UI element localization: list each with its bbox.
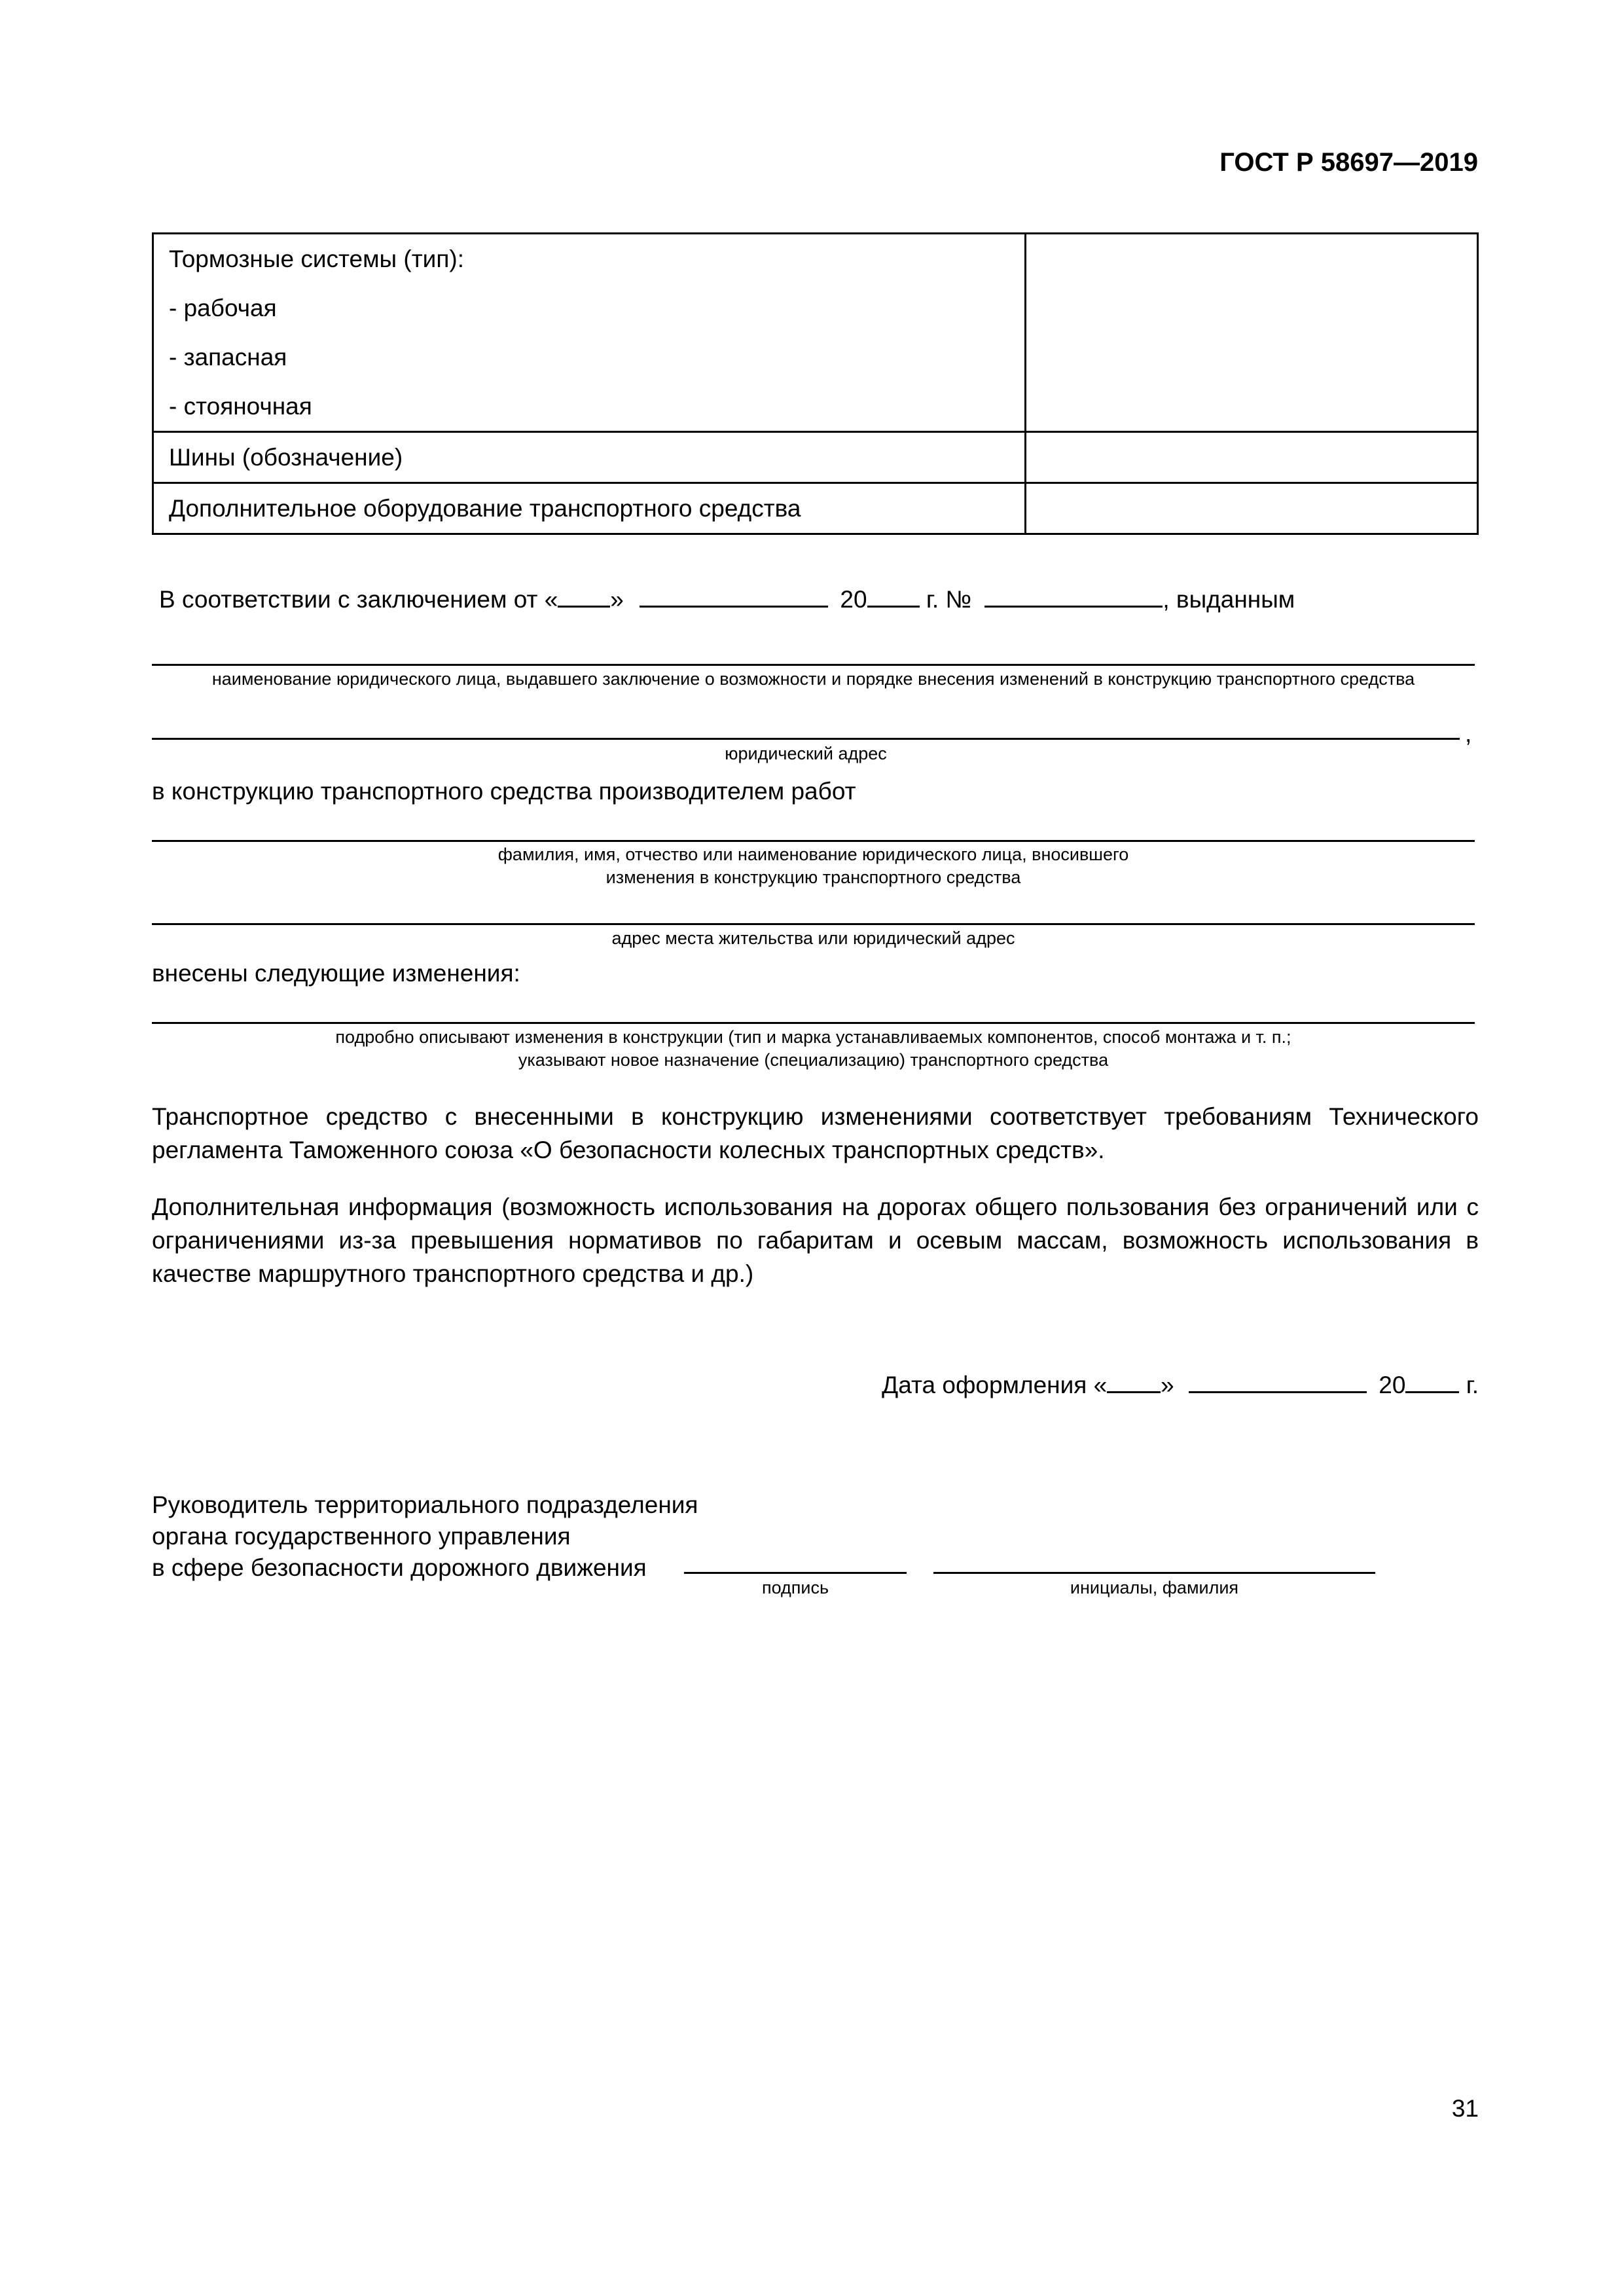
initials-caption: инициалы, фамилия: [1070, 1578, 1239, 1597]
extra-equipment-label: Дополнительное оборудование транспортного средства: [169, 495, 801, 522]
issuer-name-caption: наименование юридического лица, выдавшего заключение о возможности и порядке внесения изменений в конструкцию транспортного средства: [211, 669, 1415, 689]
date-quote-close: »: [1161, 1372, 1174, 1398]
producer-intro: в конструкцию транспортного средства производителем работ: [152, 778, 856, 805]
date-month-blank: [1189, 1372, 1367, 1393]
signature-caption: подпись: [761, 1578, 829, 1597]
conclusion-issued: , выданным: [1163, 586, 1295, 613]
producer-caption-2: изменения в конструкцию транспортного средства: [605, 867, 1021, 887]
signature-line: [684, 1572, 907, 1574]
brake-systems-title: Тормозные системы (тип):: [169, 246, 464, 272]
tires-label: Шины (обозначение): [169, 444, 403, 471]
page-number: 31: [1451, 2095, 1479, 2122]
signatory-line-1: Руководитель территориального подразделения: [152, 1491, 698, 1518]
changes-caption-1: подробно описывают изменения в конструкции (тип и марка устанавливаемых компонентов, способ монтажа и т. п.;: [335, 1027, 1291, 1047]
number-blank: [984, 586, 1163, 608]
month-blank: [640, 586, 828, 608]
conclusion-line: [159, 586, 1295, 613]
date-year-prefix: 20: [1379, 1372, 1406, 1398]
brake-spare: - запасная: [169, 344, 287, 371]
address-line: [152, 923, 1475, 925]
producer-caption-1: фамилия, имя, отчество или наименование юридического лица, вносившего: [497, 845, 1129, 864]
issuer-name-line: [152, 664, 1475, 666]
changes-line: [152, 1022, 1475, 1024]
date-year-blank: [1405, 1372, 1459, 1393]
brake-systems-value: [1026, 234, 1478, 432]
changes-intro: внесены следующие изменения:: [152, 960, 520, 987]
legal-address-line: [152, 738, 1460, 740]
conclusion-year-suffix: г. №: [926, 586, 972, 613]
extra-equipment-cell: [153, 483, 1026, 534]
conclusion-quote-close: »: [610, 586, 624, 613]
initials-line: [933, 1572, 1375, 1574]
conclusion-year-prefix: 20: [840, 586, 867, 613]
date-year-suffix: г.: [1466, 1372, 1479, 1398]
compliance-paragraph: Транспортное средство с внесенными в конструкцию изменениями соответствует требованиям Технического регламента Таможенного союза «О безопасности колесных транспортных средств».: [152, 1103, 1479, 1163]
brake-parking: - стояночная: [169, 393, 312, 420]
tires-value: [1026, 432, 1478, 483]
date-day-blank: [1107, 1372, 1161, 1393]
brake-systems-cell: [153, 234, 1026, 432]
tires-cell: [153, 432, 1026, 483]
conclusion-prefix: В соответствии с заключением от «: [159, 586, 558, 613]
brake-service: - рабочая: [169, 295, 277, 321]
document-code: ГОСТ Р 58697—2019: [1219, 148, 1478, 177]
legal-address-caption: юридический адрес: [725, 744, 887, 763]
additional-info-paragraph: Дополнительная информация (возможность использования на дорогах общего пользования без ограничений или с ограничениями из-за превышения нормативов по габаритам и осевым массам, возможность использования в качестве маршрутного транспортного средства и др.): [152, 1194, 1479, 1287]
producer-line: [152, 840, 1475, 842]
changes-caption-2: указывают новое назначение (специализацию) транспортного средства: [518, 1050, 1109, 1070]
date-line: [882, 1372, 1479, 1399]
date-label: Дата оформления «: [882, 1372, 1108, 1398]
year-blank: [867, 586, 920, 608]
address-caption: адрес места жительства или юридический адрес: [611, 928, 1015, 948]
legal-address-comma: ,: [1465, 720, 1472, 747]
vehicle-spec-table: [152, 232, 1479, 535]
signatory-line-2: органа государственного управления: [152, 1523, 571, 1550]
day-blank: [558, 586, 610, 608]
signatory-line-3: в сфере безопасности дорожного движения: [152, 1554, 647, 1581]
extra-equipment-value: [1026, 483, 1478, 534]
